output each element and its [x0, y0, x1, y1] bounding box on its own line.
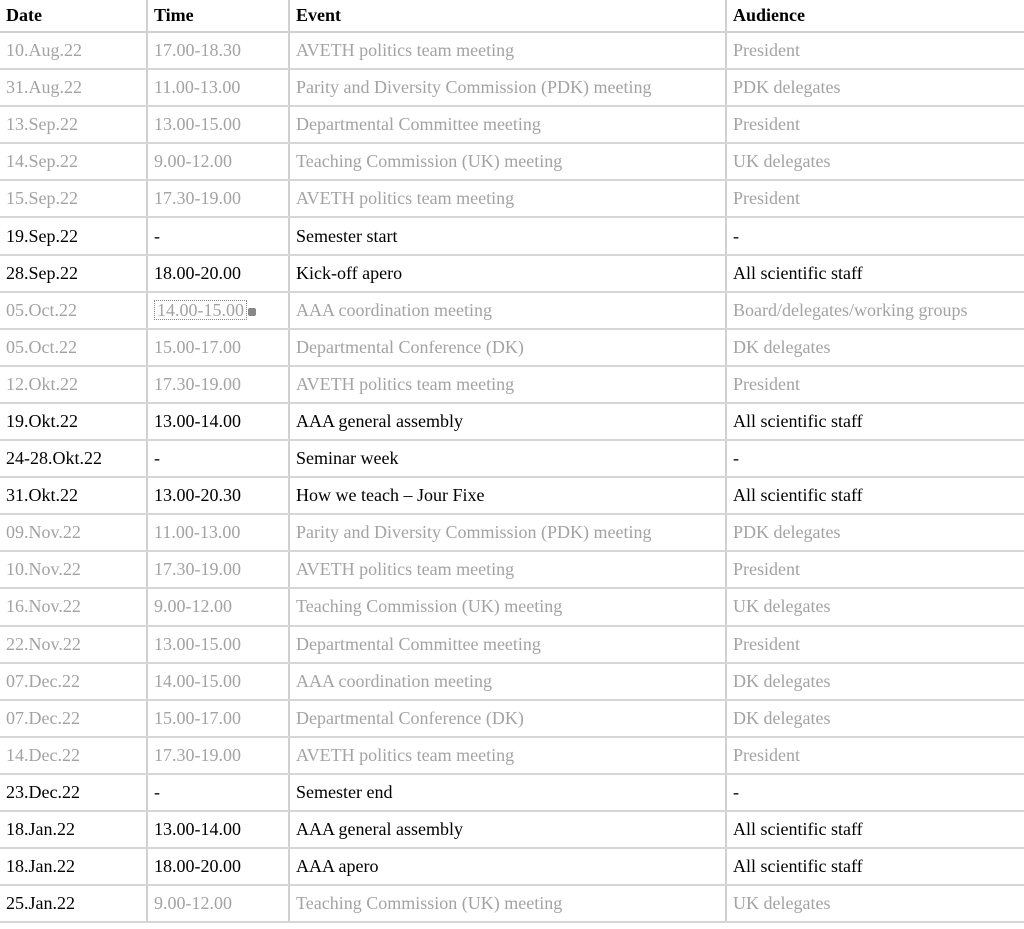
cell-time[interactable]: 15.00-17.00 [147, 700, 289, 737]
cell-time[interactable]: 14.00-15.00 [147, 663, 289, 700]
cell-event[interactable]: Parity and Diversity Commission (PDK) meeting [289, 69, 726, 106]
cell-date[interactable]: 07.Dec.22 [0, 663, 147, 700]
cell-time[interactable]: 15.00-17.00 [147, 329, 289, 366]
cell-audience[interactable]: President [726, 32, 1024, 69]
cell-event[interactable]: AAA coordination meeting [289, 292, 726, 329]
table-row [0, 143, 1024, 180]
table-row [0, 663, 1024, 700]
cell-audience[interactable]: All scientific staff [726, 848, 1024, 885]
cell-time[interactable]: 13.00-14.00 [147, 403, 289, 440]
cell-time[interactable]: - [147, 774, 289, 811]
cell-date[interactable]: 19.Sep.22 [0, 217, 147, 254]
cell-time[interactable]: - [147, 217, 289, 254]
table-row [0, 477, 1024, 514]
table-row [0, 848, 1024, 885]
cell-time[interactable]: 17.00-18.30 [147, 32, 289, 69]
cell-date[interactable]: 31.Okt.22 [0, 477, 147, 514]
cell-event[interactable]: Departmental Committee meeting [289, 106, 726, 143]
cell-event[interactable]: AVETH politics team meeting [289, 551, 726, 588]
cell-date[interactable]: 16.Nov.22 [0, 588, 147, 625]
cell-date[interactable]: 22.Nov.22 [0, 626, 147, 663]
cell-date[interactable]: 18.Jan.22 [0, 811, 147, 848]
cell-audience[interactable]: PDK delegates [726, 69, 1024, 106]
table-row [0, 255, 1024, 292]
cell-time[interactable]: 13.00-20.30 [147, 477, 289, 514]
cell-date[interactable]: 07.Dec.22 [0, 700, 147, 737]
cell-time[interactable]: 9.00-12.00 [147, 143, 289, 180]
cell-time[interactable]: 18.00-20.00 [147, 255, 289, 292]
cell-resize-handle-icon[interactable] [248, 308, 256, 316]
table-row [0, 217, 1024, 254]
cell-event[interactable]: Teaching Commission (UK) meeting [289, 143, 726, 180]
cell-event[interactable]: AAA coordination meeting [289, 663, 726, 700]
cell-date[interactable]: 12.Okt.22 [0, 366, 147, 403]
cell-event[interactable]: Departmental Committee meeting [289, 626, 726, 663]
table-row [0, 626, 1024, 663]
table-row [0, 69, 1024, 106]
cell-event[interactable]: Kick-off apero [289, 255, 726, 292]
cell-event[interactable]: Departmental Conference (DK) [289, 329, 726, 366]
cell-audience[interactable]: President [726, 180, 1024, 217]
table-row [0, 885, 1024, 922]
cell-event[interactable]: AAA general assembly [289, 811, 726, 848]
cell-event[interactable]: Departmental Conference (DK) [289, 700, 726, 737]
cell-date[interactable]: 28.Sep.22 [0, 255, 147, 292]
table-row [0, 588, 1024, 625]
cell-date[interactable]: 25.Jan.22 [0, 885, 147, 922]
cell-audience[interactable]: PDK delegates [726, 514, 1024, 551]
table-body [0, 32, 1024, 922]
cell-time[interactable]: 11.00-13.00 [147, 514, 289, 551]
cell-event[interactable]: AVETH politics team meeting [289, 366, 726, 403]
header-row [0, 0, 1024, 32]
cell-date[interactable]: 14.Dec.22 [0, 737, 147, 774]
cell-audience[interactable]: UK delegates [726, 588, 1024, 625]
cell-time[interactable]: 17.30-19.00 [147, 180, 289, 217]
cell-date[interactable]: 10.Nov.22 [0, 551, 147, 588]
cell-date[interactable]: 05.Oct.22 [0, 329, 147, 366]
cell-date[interactable]: 31.Aug.22 [0, 69, 147, 106]
table-row [0, 440, 1024, 477]
cell-event[interactable]: Teaching Commission (UK) meeting [289, 588, 726, 625]
cell-audience[interactable]: - [726, 217, 1024, 254]
table-row [0, 700, 1024, 737]
cell-date[interactable]: 09.Nov.22 [0, 514, 147, 551]
cell-audience[interactable]: Board/delegates/working groups [726, 292, 1024, 329]
cell-time[interactable]: 13.00-15.00 [147, 106, 289, 143]
cell-event[interactable]: AAA general assembly [289, 403, 726, 440]
table-row [0, 366, 1024, 403]
cell-date[interactable]: 24-28.Okt.22 [0, 440, 147, 477]
header-date[interactable]: Date [0, 0, 147, 32]
cell-audience[interactable]: UK delegates [726, 885, 1024, 922]
cell-audience[interactable]: President [726, 551, 1024, 588]
cell-audience[interactable]: All scientific staff [726, 477, 1024, 514]
cell-audience[interactable]: President [726, 626, 1024, 663]
cell-audience[interactable]: DK delegates [726, 329, 1024, 366]
cell-event[interactable]: Teaching Commission (UK) meeting [289, 885, 726, 922]
cell-time[interactable]: 13.00-14.00 [147, 811, 289, 848]
cell-audience[interactable]: President [726, 737, 1024, 774]
table-row [0, 292, 1024, 329]
cell-date[interactable]: 19.Okt.22 [0, 403, 147, 440]
cell-audience[interactable]: All scientific staff [726, 255, 1024, 292]
cell-date[interactable]: 05.Oct.22 [0, 292, 147, 329]
cell-date[interactable]: 10.Aug.22 [0, 32, 147, 69]
selected-cell-text[interactable]: 14.00-15.00 [154, 300, 247, 320]
table-row [0, 106, 1024, 143]
cell-time[interactable]: 17.30-19.00 [147, 551, 289, 588]
cell-time[interactable]: 9.00-12.00 [147, 885, 289, 922]
cell-date[interactable]: 18.Jan.22 [0, 848, 147, 885]
cell-audience[interactable]: All scientific staff [726, 811, 1024, 848]
cell-time[interactable]: 17.30-19.00 [147, 366, 289, 403]
table-row [0, 774, 1024, 811]
table-row [0, 811, 1024, 848]
cell-time[interactable]: - [147, 440, 289, 477]
cell-event[interactable]: Parity and Diversity Commission (PDK) meeting [289, 514, 726, 551]
table-row [0, 180, 1024, 217]
cell-date[interactable]: 13.Sep.22 [0, 106, 147, 143]
table-row [0, 329, 1024, 366]
cell-time[interactable]: 11.00-13.00 [147, 69, 289, 106]
cell-audience[interactable]: UK delegates [726, 143, 1024, 180]
header-event[interactable]: Event [289, 0, 726, 32]
cell-event[interactable]: Seminar week [289, 440, 726, 477]
header-time[interactable]: Time [147, 0, 289, 32]
cell-date[interactable]: 23.Dec.22 [0, 774, 147, 811]
cell-audience[interactable]: DK delegates [726, 700, 1024, 737]
table-row [0, 514, 1024, 551]
cell-event[interactable]: Semester end [289, 774, 726, 811]
cell-audience[interactable]: DK delegates [726, 663, 1024, 700]
cell-time[interactable]: 17.30-19.00 [147, 737, 289, 774]
cell-time[interactable]: 18.00-20.00 [147, 848, 289, 885]
cell-time[interactable]: 13.00-15.00 [147, 626, 289, 663]
cell-event[interactable]: AVETH politics team meeting [289, 737, 726, 774]
cell-event[interactable]: Semester start [289, 217, 726, 254]
cell-time[interactable]: 9.00-12.00 [147, 588, 289, 625]
cell-date[interactable]: 15.Sep.22 [0, 180, 147, 217]
cell-event[interactable]: AVETH politics team meeting [289, 32, 726, 69]
cell-audience[interactable]: - [726, 774, 1024, 811]
table-row [0, 32, 1024, 69]
cell-audience[interactable]: - [726, 440, 1024, 477]
table-row [0, 551, 1024, 588]
table-row [0, 737, 1024, 774]
cell-audience[interactable]: President [726, 106, 1024, 143]
table-row [0, 403, 1024, 440]
cell-time[interactable] [147, 292, 289, 329]
cell-audience[interactable]: All scientific staff [726, 403, 1024, 440]
header-audience[interactable]: Audience [726, 0, 1024, 32]
cell-event[interactable]: AAA apero [289, 848, 726, 885]
cell-event[interactable]: AVETH politics team meeting [289, 180, 726, 217]
cell-date[interactable]: 14.Sep.22 [0, 143, 147, 180]
cell-audience[interactable]: President [726, 366, 1024, 403]
cell-event[interactable]: How we teach – Jour Fixe [289, 477, 726, 514]
